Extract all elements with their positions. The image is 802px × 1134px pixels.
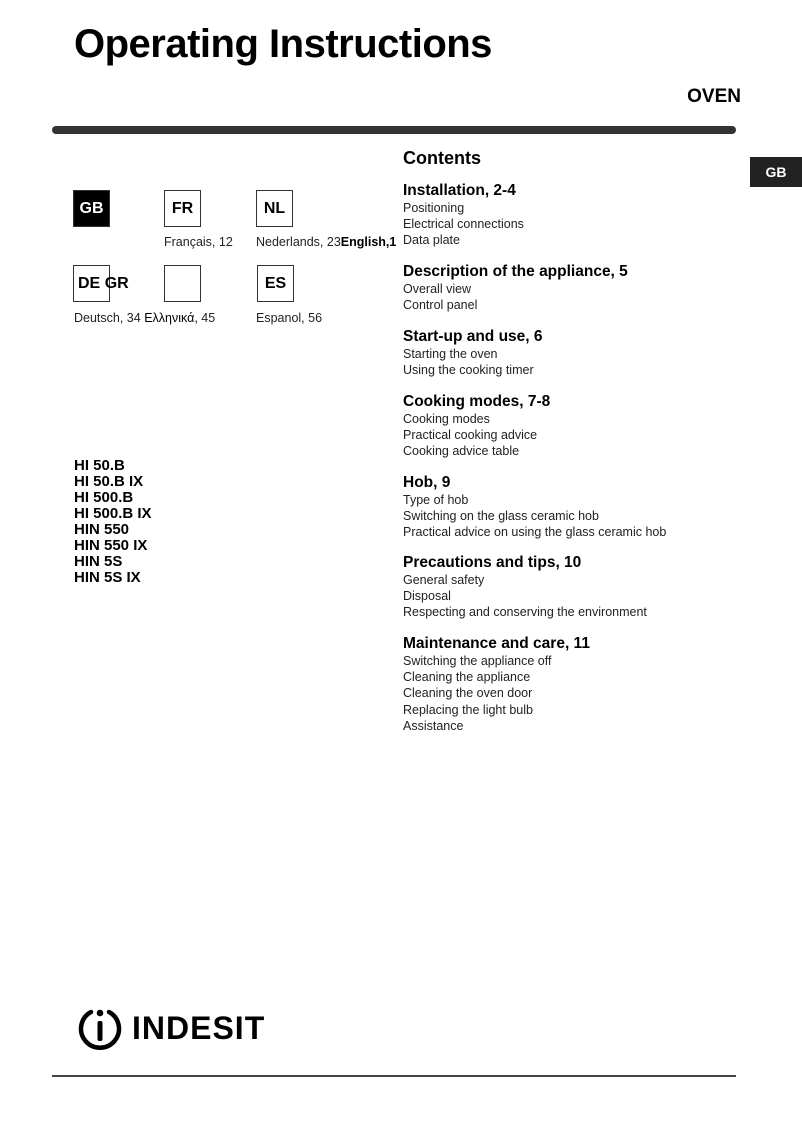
- section-item[interactable]: Using the cooking timer: [403, 363, 534, 378]
- model-number: HI 50.B: [74, 457, 125, 474]
- de-code: DE: [78, 274, 101, 292]
- section-item[interactable]: Practical advice on using the glass ceramic hob: [403, 525, 667, 540]
- section-heading[interactable]: Maintenance and care, 11: [403, 635, 590, 652]
- gr-code: GR: [104, 274, 129, 292]
- contents-heading: Contents: [403, 148, 481, 168]
- language-tab: GB: [750, 157, 802, 187]
- section-item[interactable]: Cooking advice table: [403, 444, 520, 459]
- header-divider: [52, 126, 736, 134]
- gb-label: English,: [340, 235, 390, 249]
- contents-section-hob: [403, 474, 666, 541]
- model-number: HIN 5S IX: [74, 569, 141, 586]
- section-item[interactable]: Cleaning the appliance: [403, 670, 531, 685]
- section-item[interactable]: Starting the oven: [403, 347, 498, 361]
- brand-logo: [76, 1004, 265, 1052]
- section-item[interactable]: Replacing the light bulb: [403, 702, 533, 717]
- section-item[interactable]: Electrical connections: [403, 217, 524, 232]
- power-i-icon: [76, 1004, 124, 1052]
- contents-section-precautions: [403, 554, 647, 621]
- section-item[interactable]: Data plate: [403, 233, 460, 248]
- section-item[interactable]: Cleaning the oven door: [403, 686, 533, 701]
- language-label-es: Espanol, 56: [256, 311, 323, 325]
- language-box-gb[interactable]: GB: [73, 190, 110, 227]
- nl-text: Nederlands, 23: [256, 235, 341, 249]
- language-box-fr[interactable]: FR: [164, 190, 201, 227]
- language-box-es[interactable]: ES: [257, 265, 294, 302]
- de-label: Deutsch, 34: [74, 311, 141, 325]
- section-item[interactable]: Practical cooking advice: [403, 428, 538, 443]
- section-heading[interactable]: Installation, 2-4: [403, 182, 516, 199]
- gr-page: 45: [197, 311, 216, 325]
- brand-name: INDESIT: [132, 1009, 266, 1046]
- contents-section-description: [403, 263, 628, 313]
- section-item[interactable]: Overall view: [403, 282, 472, 296]
- contents-section-cooking-modes: [403, 393, 550, 460]
- section-item[interactable]: Switching the appliance off: [403, 654, 552, 668]
- section-item[interactable]: Control panel: [403, 298, 478, 313]
- language-box-gr[interactable]: [164, 265, 201, 302]
- product-type: OVEN: [687, 86, 741, 107]
- section-heading[interactable]: Start-up and use, 6: [403, 328, 543, 345]
- section-heading[interactable]: Hob, 9: [403, 474, 451, 491]
- contents-section-maintenance: [403, 635, 590, 734]
- section-item[interactable]: Type of hob: [403, 493, 469, 507]
- language-label-de-gr: [74, 311, 215, 325]
- model-number: HIN 550: [74, 521, 130, 538]
- section-heading[interactable]: Precautions and tips, 10: [403, 554, 582, 571]
- language-box-nl[interactable]: NL: [256, 190, 293, 227]
- gb-page: 1: [389, 235, 397, 249]
- model-number: HI 500.B: [74, 489, 134, 506]
- section-heading[interactable]: Description of the appliance, 5: [403, 263, 628, 280]
- section-item[interactable]: Assistance: [403, 718, 464, 733]
- section-item[interactable]: Positioning: [403, 201, 465, 215]
- contents-section-startup: [403, 328, 543, 378]
- section-heading[interactable]: Cooking modes, 7-8: [403, 393, 551, 410]
- section-item[interactable]: Respecting and conserving the environment: [403, 605, 647, 620]
- model-number: HIN 5S: [74, 553, 123, 570]
- section-item[interactable]: Cooking modes: [403, 412, 490, 426]
- gr-label: Ελληνικά,: [144, 311, 198, 325]
- section-item[interactable]: General safety: [403, 573, 485, 587]
- section-item[interactable]: Switching on the glass ceramic hob: [403, 509, 599, 524]
- language-label-nl: [256, 235, 396, 249]
- section-item[interactable]: Disposal: [403, 589, 451, 604]
- model-number: HI 500.B IX: [74, 505, 152, 522]
- model-number: HIN 550 IX: [74, 537, 148, 554]
- document-title: Operating Instructions: [74, 22, 492, 66]
- footer-divider: [52, 1075, 736, 1077]
- language-label-fr: Français, 12: [164, 235, 233, 249]
- contents-section-installation: [403, 182, 524, 249]
- language-box-de[interactable]: [73, 265, 129, 302]
- model-number: HI 50.B IX: [74, 473, 144, 490]
